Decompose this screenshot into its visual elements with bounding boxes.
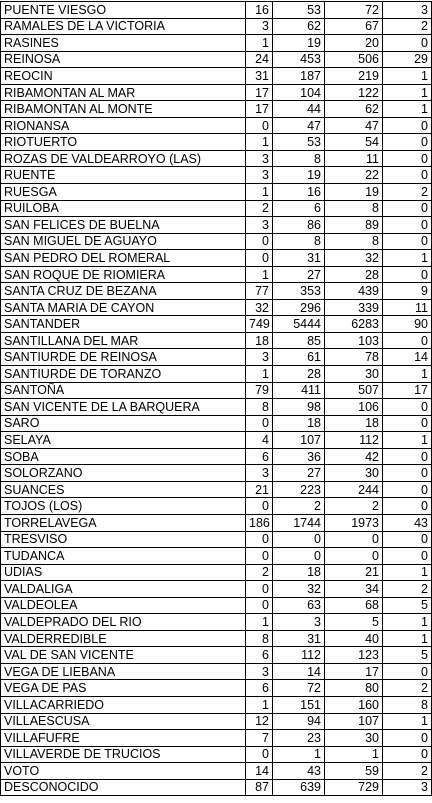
table-row [1, 68, 432, 85]
value-cell-3: 19 [325, 184, 383, 201]
table-row [1, 548, 432, 565]
table-row [1, 481, 432, 498]
municipality-name-cell: SAN MIGUEL DE AGUAYO [1, 233, 246, 250]
table-row [1, 184, 432, 201]
value-cell-4: 2 [383, 18, 432, 35]
value-cell-3: 5 [325, 614, 383, 631]
municipality-name-cell: SANTOÑA [1, 382, 246, 399]
value-cell-1: 8 [246, 630, 273, 647]
value-cell-4: 0 [383, 663, 432, 680]
value-cell-3: 6283 [325, 316, 383, 333]
municipality-name-cell: TORRELAVEGA [1, 514, 246, 531]
municipality-name-cell: VOTO [1, 763, 246, 780]
table-row [1, 514, 432, 531]
value-cell-4: 1 [383, 366, 432, 383]
table-row [1, 18, 432, 35]
value-cell-4: 43 [383, 514, 432, 531]
value-cell-1: 0 [246, 531, 273, 548]
value-cell-1: 3 [246, 18, 273, 35]
municipality-name-cell: VAL DE SAN VICENTE [1, 647, 246, 664]
value-cell-2: 94 [273, 713, 325, 730]
municipality-name-cell: SARO [1, 415, 246, 432]
value-cell-2: 98 [273, 399, 325, 416]
value-cell-4: 2 [383, 581, 432, 598]
municipality-name-cell: SAN PEDRO DEL ROMERAL [1, 250, 246, 267]
value-cell-1: 1 [246, 614, 273, 631]
value-cell-2: 2 [273, 498, 325, 515]
value-cell-2: 151 [273, 696, 325, 713]
value-cell-4: 1 [383, 432, 432, 449]
value-cell-2: 27 [273, 266, 325, 283]
value-cell-1: 1 [246, 696, 273, 713]
value-cell-2: 14 [273, 663, 325, 680]
value-cell-4: 0 [383, 134, 432, 151]
value-cell-1: 0 [246, 548, 273, 565]
table-row [1, 531, 432, 548]
value-cell-3: 21 [325, 564, 383, 581]
value-cell-3: 8 [325, 233, 383, 250]
value-cell-4: 3 [383, 779, 432, 796]
value-cell-2: 19 [273, 35, 325, 52]
value-cell-1: 31 [246, 68, 273, 85]
value-cell-1: 3 [246, 150, 273, 167]
table-row [1, 730, 432, 747]
value-cell-3: 22 [325, 167, 383, 184]
value-cell-1: 24 [246, 51, 273, 68]
value-cell-1: 1 [246, 266, 273, 283]
value-cell-2: 3 [273, 614, 325, 631]
value-cell-2: 112 [273, 647, 325, 664]
municipality-name-cell: VILLACARRIEDO [1, 696, 246, 713]
value-cell-3: 54 [325, 134, 383, 151]
table-row [1, 663, 432, 680]
municipality-name-cell: RIBAMONTAN AL MAR [1, 84, 246, 101]
value-cell-2: 31 [273, 250, 325, 267]
municipality-name-cell: RIBAMONTAN AL MONTE [1, 101, 246, 118]
value-cell-1: 77 [246, 283, 273, 300]
value-cell-2: 639 [273, 779, 325, 796]
value-cell-1: 0 [246, 597, 273, 614]
value-cell-4: 0 [383, 746, 432, 763]
table-row [1, 51, 432, 68]
value-cell-3: 34 [325, 581, 383, 598]
value-cell-4: 0 [383, 233, 432, 250]
value-cell-4: 5 [383, 647, 432, 664]
value-cell-1: 1 [246, 184, 273, 201]
value-cell-4: 17 [383, 382, 432, 399]
table-row [1, 2, 432, 19]
value-cell-2: 104 [273, 84, 325, 101]
municipality-name-cell: RUENTE [1, 167, 246, 184]
municipality-name-cell: SANTIURDE DE REINOSA [1, 349, 246, 366]
municipality-name-cell: SANTIURDE DE TORANZO [1, 366, 246, 383]
municipality-name-cell: SOLORZANO [1, 465, 246, 482]
municipality-name-cell: SANTA CRUZ DE BEZANA [1, 283, 246, 300]
municipality-name-cell: SANTA MARIA DE CAYON [1, 299, 246, 316]
value-cell-4: 29 [383, 51, 432, 68]
value-cell-3: 439 [325, 283, 383, 300]
value-cell-1: 3 [246, 217, 273, 234]
value-cell-1: 0 [246, 746, 273, 763]
value-cell-4: 1 [383, 630, 432, 647]
value-cell-1: 749 [246, 316, 273, 333]
value-cell-2: 44 [273, 101, 325, 118]
value-cell-1: 1 [246, 366, 273, 383]
value-cell-2: 18 [273, 564, 325, 581]
municipality-name-cell: VEGA DE LIEBANA [1, 663, 246, 680]
value-cell-1: 0 [246, 498, 273, 515]
value-cell-3: 219 [325, 68, 383, 85]
value-cell-1: 3 [246, 349, 273, 366]
value-cell-1: 0 [246, 250, 273, 267]
value-cell-2: 0 [273, 548, 325, 565]
municipality-name-cell: REINOSA [1, 51, 246, 68]
value-cell-1: 6 [246, 647, 273, 664]
value-cell-4: 0 [383, 481, 432, 498]
municipality-name-cell: SANTANDER [1, 316, 246, 333]
value-cell-4: 1 [383, 614, 432, 631]
municipality-name-cell: DESCONOCIDO [1, 779, 246, 796]
value-cell-2: 53 [273, 134, 325, 151]
table-row [1, 150, 432, 167]
value-cell-1: 0 [246, 117, 273, 134]
value-cell-3: 47 [325, 117, 383, 134]
table-row [1, 432, 432, 449]
value-cell-1: 18 [246, 332, 273, 349]
value-cell-1: 14 [246, 763, 273, 780]
value-cell-1: 17 [246, 84, 273, 101]
value-cell-2: 31 [273, 630, 325, 647]
value-cell-4: 0 [383, 167, 432, 184]
table-row [1, 713, 432, 730]
value-cell-2: 187 [273, 68, 325, 85]
value-cell-3: 80 [325, 680, 383, 697]
municipality-name-cell: RAMALES DE LA VICTORIA [1, 18, 246, 35]
value-cell-4: 0 [383, 465, 432, 482]
table-row [1, 217, 432, 234]
value-cell-3: 20 [325, 35, 383, 52]
value-cell-3: 0 [325, 548, 383, 565]
value-cell-4: 3 [383, 2, 432, 19]
value-cell-3: 78 [325, 349, 383, 366]
table-row [1, 233, 432, 250]
value-cell-2: 223 [273, 481, 325, 498]
value-cell-2: 23 [273, 730, 325, 747]
table-row [1, 332, 432, 349]
value-cell-2: 6 [273, 200, 325, 217]
value-cell-2: 36 [273, 448, 325, 465]
table-row [1, 35, 432, 52]
value-cell-4: 0 [383, 548, 432, 565]
value-cell-1: 6 [246, 448, 273, 465]
value-cell-1: 7 [246, 730, 273, 747]
value-cell-1: 21 [246, 481, 273, 498]
value-cell-4: 8 [383, 696, 432, 713]
municipality-name-cell: ROZAS DE VALDEARROYO (LAS) [1, 150, 246, 167]
value-cell-4: 0 [383, 200, 432, 217]
municipality-name-cell: VILLAFUFRE [1, 730, 246, 747]
value-cell-1: 87 [246, 779, 273, 796]
value-cell-4: 1 [383, 68, 432, 85]
table-row [1, 200, 432, 217]
value-cell-4: 2 [383, 680, 432, 697]
value-cell-4: 0 [383, 730, 432, 747]
value-cell-4: 0 [383, 117, 432, 134]
municipality-name-cell: VALDERREDIBLE [1, 630, 246, 647]
table-row [1, 630, 432, 647]
value-cell-2: 53 [273, 2, 325, 19]
value-cell-3: 244 [325, 481, 383, 498]
value-cell-1: 12 [246, 713, 273, 730]
municipality-name-cell: VILLAVERDE DE TRUCIOS [1, 746, 246, 763]
value-cell-2: 85 [273, 332, 325, 349]
table-row [1, 283, 432, 300]
value-cell-4: 1 [383, 250, 432, 267]
value-cell-3: 160 [325, 696, 383, 713]
value-cell-4: 1 [383, 564, 432, 581]
table-row [1, 266, 432, 283]
municipality-name-cell: VEGA DE PAS [1, 680, 246, 697]
value-cell-3: 18 [325, 415, 383, 432]
value-cell-2: 18 [273, 415, 325, 432]
municipality-name-cell: TOJOS (LOS) [1, 498, 246, 515]
value-cell-2: 8 [273, 233, 325, 250]
value-cell-3: 32 [325, 250, 383, 267]
value-cell-3: 103 [325, 332, 383, 349]
value-cell-3: 68 [325, 597, 383, 614]
municipality-name-cell: SELAYA [1, 432, 246, 449]
value-cell-3: 42 [325, 448, 383, 465]
value-cell-3: 123 [325, 647, 383, 664]
value-cell-1: 17 [246, 101, 273, 118]
value-cell-3: 40 [325, 630, 383, 647]
value-cell-2: 353 [273, 283, 325, 300]
value-cell-4: 2 [383, 763, 432, 780]
municipality-name-cell: RIONANSA [1, 117, 246, 134]
value-cell-1: 2 [246, 564, 273, 581]
table-row [1, 597, 432, 614]
table-row [1, 415, 432, 432]
value-cell-2: 8 [273, 150, 325, 167]
municipality-name-cell: RASINES [1, 35, 246, 52]
municipality-name-cell: UDIAS [1, 564, 246, 581]
municipality-name-cell: RIOTUERTO [1, 134, 246, 151]
table-row [1, 746, 432, 763]
municipality-name-cell: SAN VICENTE DE LA BARQUERA [1, 399, 246, 416]
municipality-name-cell: REOCIN [1, 68, 246, 85]
value-cell-3: 30 [325, 465, 383, 482]
value-cell-2: 296 [273, 299, 325, 316]
table-row [1, 448, 432, 465]
value-cell-4: 0 [383, 217, 432, 234]
table-body [1, 2, 432, 796]
value-cell-4: 0 [383, 448, 432, 465]
value-cell-2: 86 [273, 217, 325, 234]
table-row [1, 299, 432, 316]
value-cell-3: 729 [325, 779, 383, 796]
value-cell-3: 28 [325, 266, 383, 283]
value-cell-2: 16 [273, 184, 325, 201]
municipality-name-cell: SAN ROQUE DE RIOMIERA [1, 266, 246, 283]
value-cell-3: 30 [325, 730, 383, 747]
table-row [1, 250, 432, 267]
value-cell-4: 14 [383, 349, 432, 366]
value-cell-2: 1744 [273, 514, 325, 531]
value-cell-2: 43 [273, 763, 325, 780]
value-cell-4: 90 [383, 316, 432, 333]
table-row [1, 167, 432, 184]
table-row [1, 680, 432, 697]
municipality-name-cell: SAN FELICES DE BUELNA [1, 217, 246, 234]
table-row [1, 614, 432, 631]
value-cell-1: 1 [246, 134, 273, 151]
value-cell-2: 47 [273, 117, 325, 134]
value-cell-3: 1973 [325, 514, 383, 531]
value-cell-1: 4 [246, 432, 273, 449]
value-cell-4: 0 [383, 35, 432, 52]
table-row [1, 581, 432, 598]
value-cell-2: 28 [273, 366, 325, 383]
table-row [1, 647, 432, 664]
table-row [1, 349, 432, 366]
table-row [1, 366, 432, 383]
value-cell-2: 1 [273, 746, 325, 763]
value-cell-2: 32 [273, 581, 325, 598]
table-row [1, 134, 432, 151]
municipality-name-cell: VALDEOLEA [1, 597, 246, 614]
value-cell-3: 59 [325, 763, 383, 780]
value-cell-3: 507 [325, 382, 383, 399]
value-cell-2: 453 [273, 51, 325, 68]
value-cell-1: 1 [246, 35, 273, 52]
value-cell-1: 32 [246, 299, 273, 316]
value-cell-1: 3 [246, 663, 273, 680]
value-cell-4: 0 [383, 266, 432, 283]
value-cell-4: 1 [383, 84, 432, 101]
table-row [1, 316, 432, 333]
value-cell-1: 0 [246, 415, 273, 432]
table-row [1, 117, 432, 134]
municipality-name-cell: TRESVISO [1, 531, 246, 548]
municipality-name-cell: SOBA [1, 448, 246, 465]
value-cell-1: 79 [246, 382, 273, 399]
table-row [1, 498, 432, 515]
value-cell-3: 11 [325, 150, 383, 167]
value-cell-3: 62 [325, 101, 383, 118]
value-cell-2: 27 [273, 465, 325, 482]
value-cell-2: 72 [273, 680, 325, 697]
value-cell-1: 186 [246, 514, 273, 531]
value-cell-3: 107 [325, 713, 383, 730]
table-row [1, 101, 432, 118]
value-cell-3: 0 [325, 531, 383, 548]
municipality-name-cell: SANTILLANA DEL MAR [1, 332, 246, 349]
table-row [1, 564, 432, 581]
value-cell-3: 339 [325, 299, 383, 316]
value-cell-3: 30 [325, 366, 383, 383]
value-cell-3: 106 [325, 399, 383, 416]
value-cell-4: 0 [383, 399, 432, 416]
municipality-name-cell: VILLAESCUSA [1, 713, 246, 730]
value-cell-1: 2 [246, 200, 273, 217]
value-cell-4: 9 [383, 283, 432, 300]
value-cell-2: 61 [273, 349, 325, 366]
value-cell-4: 2 [383, 184, 432, 201]
table-row [1, 382, 432, 399]
municipality-name-cell: PUENTE VIESGO [1, 2, 246, 19]
value-cell-1: 8 [246, 399, 273, 416]
municipality-table [0, 1, 432, 796]
value-cell-3: 72 [325, 2, 383, 19]
value-cell-3: 67 [325, 18, 383, 35]
value-cell-4: 11 [383, 299, 432, 316]
value-cell-3: 2 [325, 498, 383, 515]
value-cell-3: 122 [325, 84, 383, 101]
value-cell-4: 0 [383, 415, 432, 432]
value-cell-1: 0 [246, 581, 273, 598]
value-cell-3: 89 [325, 217, 383, 234]
value-cell-1: 3 [246, 167, 273, 184]
municipality-name-cell: RUESGA [1, 184, 246, 201]
value-cell-4: 1 [383, 713, 432, 730]
table-row [1, 696, 432, 713]
value-cell-4: 1 [383, 101, 432, 118]
value-cell-2: 19 [273, 167, 325, 184]
value-cell-3: 1 [325, 746, 383, 763]
table-row [1, 779, 432, 796]
value-cell-2: 63 [273, 597, 325, 614]
value-cell-4: 0 [383, 531, 432, 548]
municipality-name-cell: SUANCES [1, 481, 246, 498]
value-cell-2: 62 [273, 18, 325, 35]
municipality-name-cell: VALDALIGA [1, 581, 246, 598]
value-cell-2: 5444 [273, 316, 325, 333]
municipality-name-cell: VALDEPRADO DEL RIO [1, 614, 246, 631]
value-cell-2: 411 [273, 382, 325, 399]
value-cell-4: 0 [383, 150, 432, 167]
table-row [1, 84, 432, 101]
value-cell-1: 0 [246, 233, 273, 250]
value-cell-3: 8 [325, 200, 383, 217]
municipality-name-cell: TUDANCA [1, 548, 246, 565]
value-cell-1: 16 [246, 2, 273, 19]
value-cell-1: 6 [246, 680, 273, 697]
table-row [1, 465, 432, 482]
value-cell-1: 3 [246, 465, 273, 482]
table-row [1, 399, 432, 416]
value-cell-3: 17 [325, 663, 383, 680]
table-row [1, 763, 432, 780]
value-cell-4: 0 [383, 332, 432, 349]
value-cell-3: 112 [325, 432, 383, 449]
value-cell-4: 5 [383, 597, 432, 614]
municipality-name-cell: RUILOBA [1, 200, 246, 217]
value-cell-3: 506 [325, 51, 383, 68]
value-cell-2: 0 [273, 531, 325, 548]
value-cell-2: 107 [273, 432, 325, 449]
value-cell-4: 0 [383, 498, 432, 515]
